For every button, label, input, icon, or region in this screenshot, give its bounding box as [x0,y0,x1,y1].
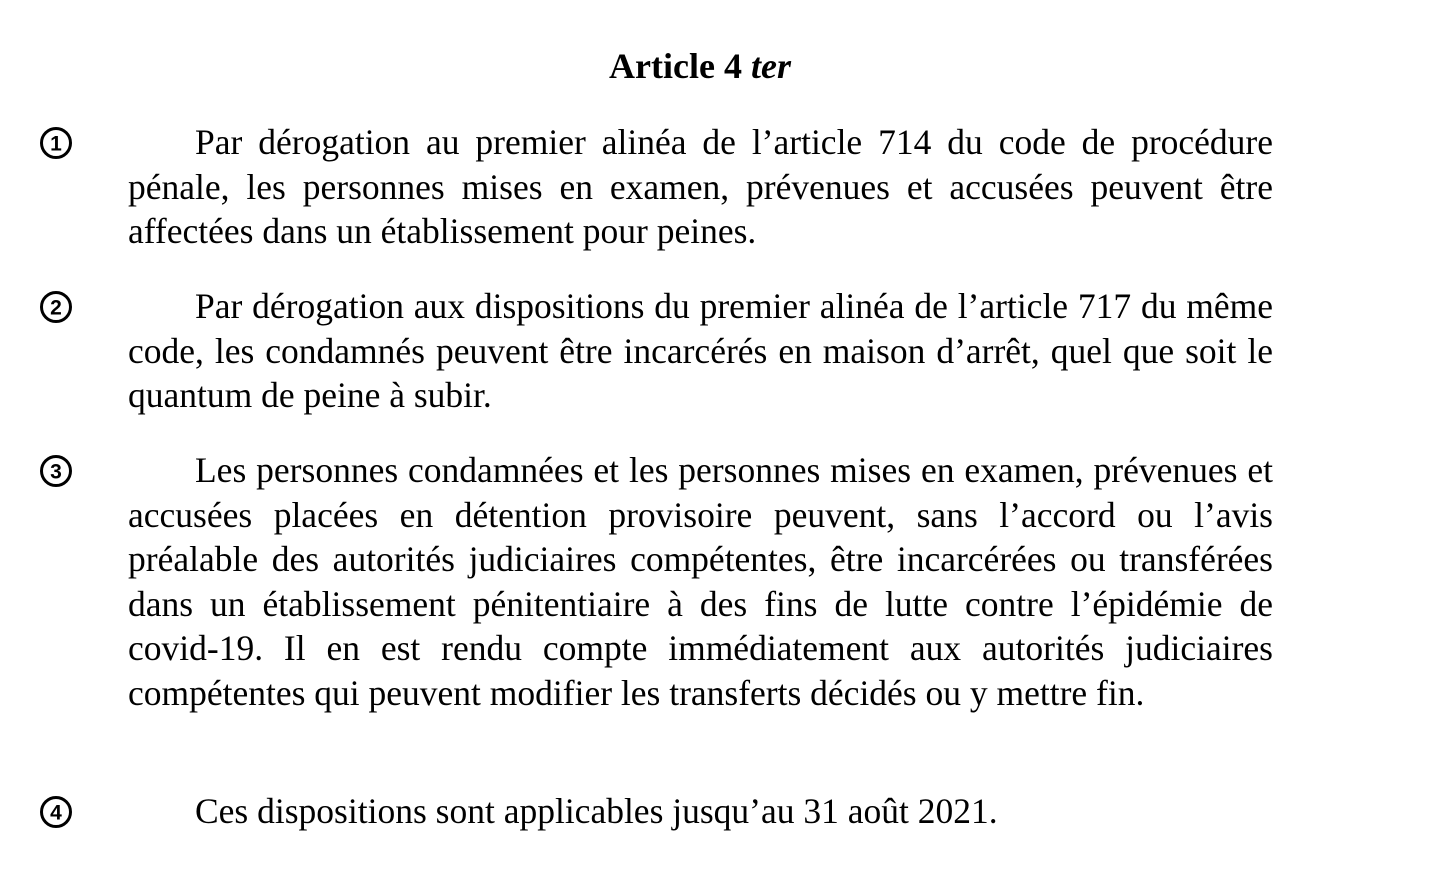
alinea-2-text: Par dérogation aux dispositions du premier alinéa de l’article 717 du même code, les condamnés peuvent être incarcérés en maison d’arrêt, quel que soit le quantum de peine à subir. [128,286,1273,415]
alinea-4-number: 4 [50,801,62,825]
circled-number-1-icon [39,126,73,160]
article-title-main: Article 4 [609,46,742,86]
alinea-3-number: 3 [50,460,62,484]
circled-number-4-icon [39,795,73,829]
alinea-2-number: 2 [50,296,62,320]
circled-number-3-icon [39,454,73,488]
alinea-1-text: Par dérogation au premier alinéa de l’article 714 du code de procédure pénale, les personnes mises en examen, prévenues et accusées peuvent être affectées dans un établissement pour peines. [128,122,1273,251]
article-title-suffix: ter [750,46,791,86]
alinea-3-text: Les personnes condamnées et les personnes mises en examen, prévenues et accusées placées en détention provisoire peuvent, sans l’accord ou l’avis préalable des autorités judiciaires compétentes, être incarcérées ou transférées dans un établissement pénitentiaire à des fins de lutte contre l’épidémie de covid‑19. Il en est rendu compte immédiatement aux autorités judiciaires compétentes qui peuvent modifier les transferts décidés ou y mettre fin. [128,450,1273,713]
alinea-1-number: 1 [50,132,62,156]
article-title [0,40,1400,92]
alinea-4-text: Ces dispositions sont applicables jusqu’au 31 août 2021. [195,791,998,831]
circled-number-2-icon [39,290,73,324]
